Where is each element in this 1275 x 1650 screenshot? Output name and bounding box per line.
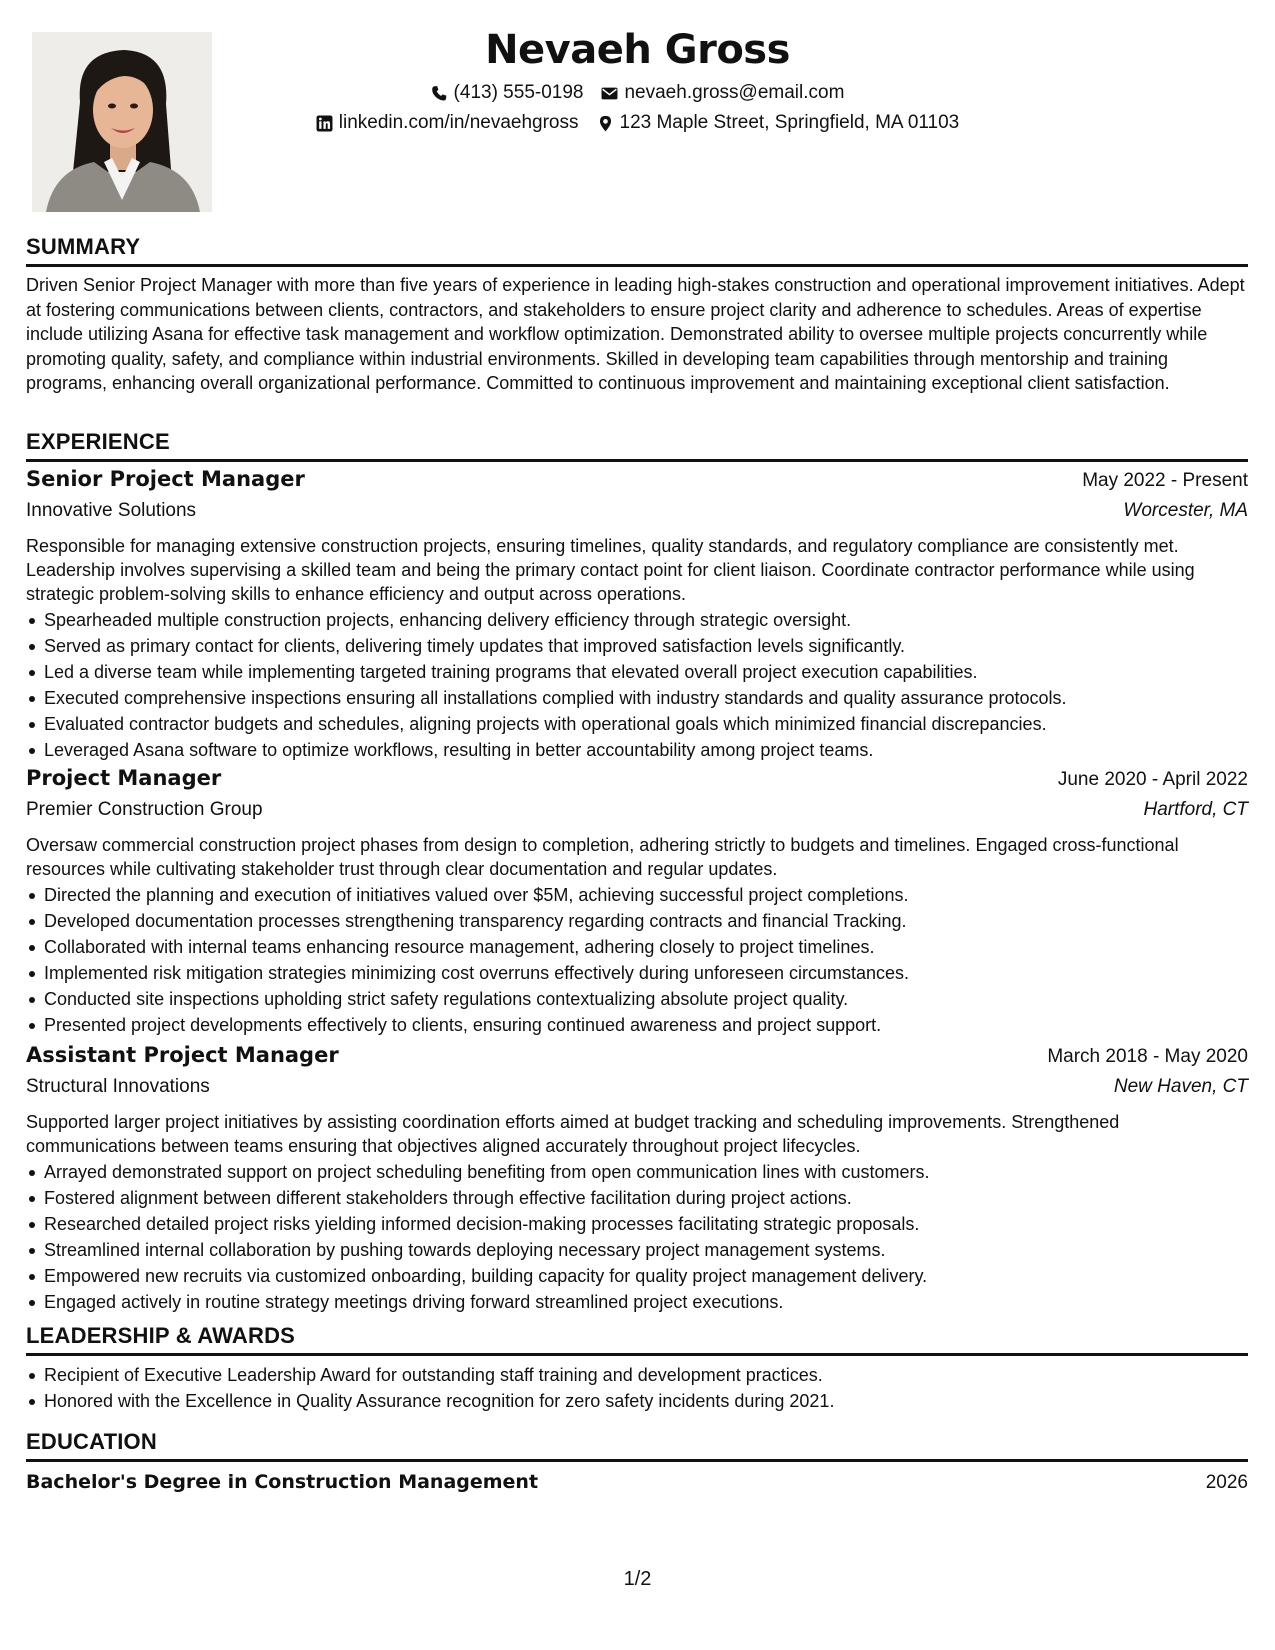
job-entry [26, 464, 1248, 763]
linkedin-icon [316, 115, 333, 132]
job-bullets [26, 607, 1248, 763]
bullet-item: Directed the planning and execution of initiatives valued over $5M, achieving successful project completions. [44, 882, 1248, 908]
section-title: EDUCATION [26, 1429, 157, 1454]
section-divider [26, 264, 1248, 267]
bullet-item: Conducted site inspections upholding strict safety regulations contextualizing absolute project quality. [44, 986, 1248, 1012]
bullet-item: Implemented risk mitigation strategies minimizing cost overruns effectively during unforeseen circumstances. [44, 960, 1248, 986]
job-title: Assistant Project Manager [26, 1043, 339, 1067]
section-divider [26, 1353, 1248, 1356]
bullet-item: Fostered alignment between different stakeholders through effective facilitation during project actions. [44, 1185, 1248, 1211]
address-text: 123 Maple Street, Springfield, MA 01103 [619, 112, 960, 133]
job-company: Premier Construction Group [26, 799, 263, 820]
email-text: nevaeh.gross@email.com [624, 82, 845, 103]
summary-section [26, 232, 1248, 396]
section-divider [26, 459, 1248, 462]
job-dates: May 2022 - Present [1082, 470, 1248, 491]
phone-icon [431, 85, 448, 102]
bullet-item: Honored with the Excellence in Quality Assurance recognition for zero safety incidents during 2021. [44, 1388, 1248, 1414]
awards-bullets [26, 1362, 1248, 1414]
job-description: Oversaw commercial construction project phases from design to completion, adhering strictly to budgets and timelines. Engaged cross-functional resources while cultivating stakeholder trust through clear documentation and regular updates. [26, 835, 1179, 879]
job-company: Innovative Solutions [26, 500, 197, 521]
email-contact [601, 78, 844, 108]
bullet-item: Recipient of Executive Leadership Award for outstanding staff training and development practices. [44, 1362, 1248, 1388]
job-entry [26, 763, 1248, 1038]
job-description: Responsible for managing extensive construction projects, ensuring timelines, quality standards, and regulatory compliance are consistently met. Leadership involves supervising a skilled team and being the primary contact point for client liaison. Coordinate contractor performance while using strategic problem-solving skills to enhance efficiency and output across operations. [26, 536, 1195, 604]
section-title: EXPERIENCE [26, 429, 170, 454]
job-dates: June 2020 - April 2022 [1057, 769, 1248, 790]
bullet-item: Developed documentation processes strengthening transparency regarding contracts and financial Tracking. [44, 908, 1248, 934]
job-title: Senior Project Manager [26, 467, 305, 491]
education-degree: Bachelor's Degree in Construction Management [26, 1471, 539, 1493]
job-bullets [26, 1159, 1248, 1315]
education-section [26, 1427, 1248, 1497]
bullet-item: Arrayed demonstrated support on project scheduling benefiting from open communication lines with customers. [44, 1159, 1248, 1185]
job-dates: March 2018 - May 2020 [1047, 1046, 1248, 1067]
bullet-item: Led a diverse team while implementing targeted training programs that elevated overall project execution capabilities. [44, 659, 1248, 685]
bullet-item: Spearheaded multiple construction projects, enhancing delivery efficiency through strategic oversight. [44, 607, 1248, 633]
bullet-item: Engaged actively in routine strategy meetings driving forward streamlined project executions. [44, 1289, 1248, 1315]
job-bullets [26, 882, 1248, 1038]
bullet-item: Executed comprehensive inspections ensuring all installations complied with industry standards and quality assurance protocols. [44, 685, 1248, 711]
job-description: Supported larger project initiatives by assisting coordination efforts aimed at budget tracking and scheduling improvements. Strengthened communications between teams ensuring that objectives aligned accurately throughout project lifecycles. [26, 1112, 1120, 1156]
contact-row-1 [0, 78, 1275, 108]
map-pin-icon [597, 115, 614, 132]
bullet-item: Collaborated with internal teams enhancing resource management, adhering closely to project timelines. [44, 934, 1248, 960]
section-title: SUMMARY [26, 234, 141, 259]
phone-text: (413) 555-0198 [453, 82, 584, 103]
job-location: Worcester, MA [1123, 500, 1248, 521]
job-location: New Haven, CT [1113, 1076, 1248, 1097]
experience-section [26, 427, 1248, 462]
job-location: Hartford, CT [1143, 799, 1248, 820]
bullet-item: Leveraged Asana software to optimize workflows, resulting in better accountability among project teams. [44, 737, 1248, 763]
section-title: LEADERSHIP & AWARDS [26, 1323, 296, 1348]
resume-header [0, 22, 1275, 138]
page-number: 1/2 [623, 1568, 652, 1590]
phone-contact [431, 78, 584, 108]
summary-text: Driven Senior Project Manager with more than five years of experience in leading high-stakes construction and operational improvement initiatives. Adept at fostering communications between clients, contractors, and stakeholders to ensure project clarity and adherence to schedules. Areas of expertise include utilizing Asana for effective task management and workflow optimization. Demonstrated ability to oversee multiple projects concurrently while promoting quality, safety, and compliance within industrial environments. Skilled in developing team capabilities through mentorship and training programs, enhancing overall organizational performance. Committed to continuous improvement and maintaining exceptional client satisfaction. [26, 275, 1245, 393]
contact-row-2 [0, 108, 1275, 138]
bullet-item: Researched detailed project risks yielding informed decision-making processes facilitating strategic proposals. [44, 1211, 1248, 1237]
bullet-item: Served as primary contact for clients, delivering timely updates that improved satisfaction levels significantly. [44, 633, 1248, 659]
section-divider [26, 1459, 1248, 1462]
job-title: Project Manager [26, 766, 222, 790]
linkedin-text: linkedin.com/in/nevaehgross [338, 112, 579, 133]
bullet-item: Presented project developments effectively to clients, ensuring continued awareness and project support. [44, 1012, 1248, 1038]
leadership-section [26, 1321, 1248, 1414]
job-company: Structural Innovations [26, 1076, 210, 1097]
bullet-item: Streamlined internal collaboration by pushing towards deploying necessary project management systems. [44, 1237, 1248, 1263]
candidate-name: Nevaeh Gross [485, 27, 790, 73]
address-contact [597, 108, 960, 138]
job-entry [26, 1040, 1248, 1315]
education-year: 2026 [1205, 1472, 1248, 1493]
bullet-item: Empowered new recruits via customized onboarding, building capacity for quality project management delivery. [44, 1263, 1248, 1289]
bullet-item: Evaluated contractor budgets and schedules, aligning projects with operational goals which minimized financial discrepancies. [44, 711, 1248, 737]
linkedin-contact [316, 108, 579, 138]
envelope-icon [601, 85, 618, 102]
